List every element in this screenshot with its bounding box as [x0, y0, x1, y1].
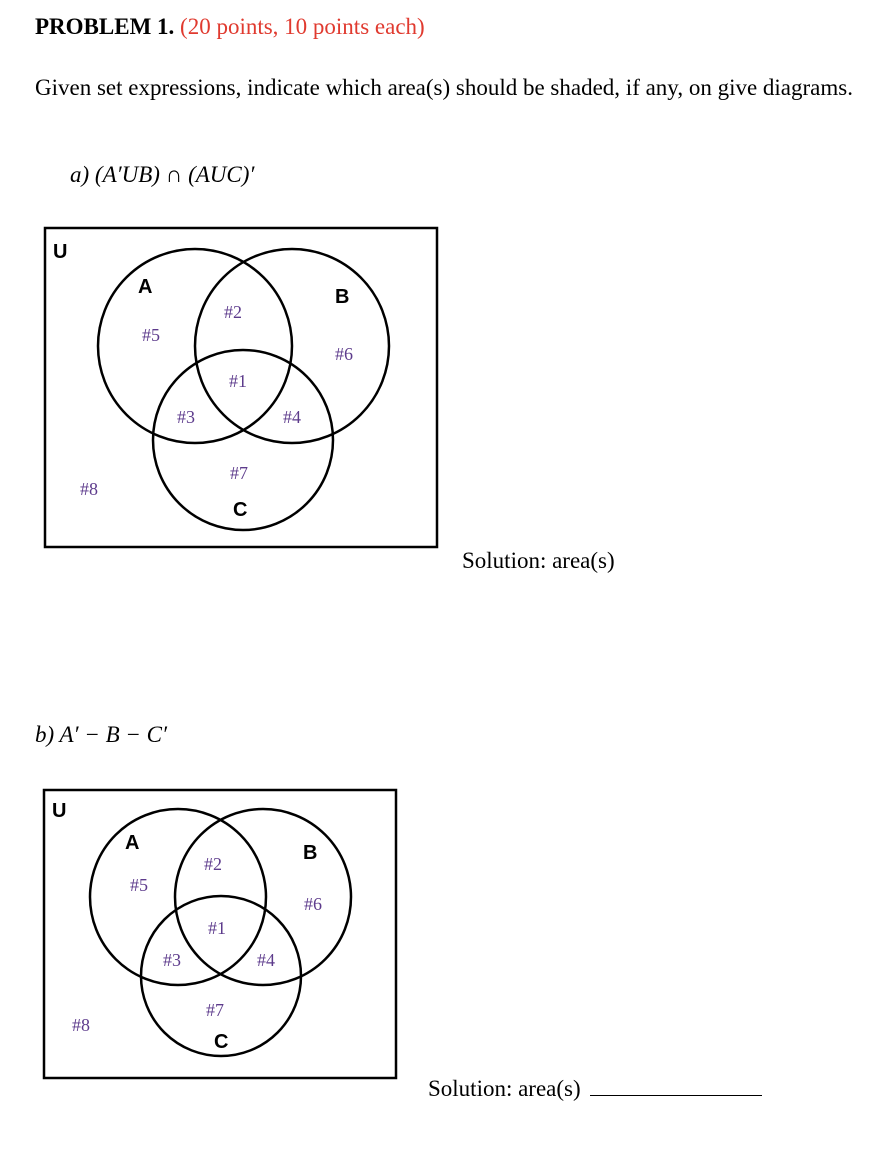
solution-a-label: Solution: area(s)	[462, 548, 615, 573]
problem-heading: PROBLEM 1.	[35, 14, 175, 39]
solution-b-blank[interactable]	[590, 1077, 762, 1096]
region-2-label: #2	[224, 302, 242, 322]
region-4-label: #4	[257, 950, 275, 970]
set-label-c: C	[214, 1031, 229, 1053]
set-label-a: A	[138, 276, 153, 298]
region-1-label: #1	[229, 371, 247, 391]
region-5-label: #5	[142, 325, 160, 345]
region-7-label: #7	[230, 463, 248, 483]
problem-points: (20 points, 10 points each)	[180, 14, 425, 39]
region-3-label: #3	[163, 950, 181, 970]
solution-b-label: Solution: area(s)	[428, 1076, 581, 1101]
set-label-b: B	[335, 286, 350, 308]
region-6-label: #6	[304, 894, 322, 914]
region-2-label: #2	[204, 854, 222, 874]
venn-diagram-a	[45, 228, 437, 547]
set-label-b: B	[303, 842, 318, 864]
set-label-a: A	[125, 832, 140, 854]
expression-b: b) A′ − B − C′	[35, 722, 168, 747]
region-6-label: #6	[335, 344, 353, 364]
set-label-c: C	[233, 499, 248, 521]
universe-label: U	[52, 800, 67, 822]
region-3-label: #3	[177, 407, 195, 427]
expression-a: a) (A′UB) ∩ (AUC)′	[70, 162, 255, 187]
region-7-label: #7	[206, 1000, 224, 1020]
solution-a	[462, 548, 615, 574]
region-8-label: #8	[80, 479, 98, 499]
region-8-label: #8	[72, 1015, 90, 1035]
region-5-label: #5	[130, 875, 148, 895]
instructions: Given set expressions, indicate which area(s) should be shaded, if any, on give diagrams.	[35, 75, 853, 100]
region-1-label: #1	[208, 918, 226, 938]
venn-diagram-b	[44, 790, 396, 1078]
solution-b	[428, 1076, 762, 1102]
universe-label: U	[53, 241, 68, 263]
region-4-label: #4	[283, 407, 301, 427]
